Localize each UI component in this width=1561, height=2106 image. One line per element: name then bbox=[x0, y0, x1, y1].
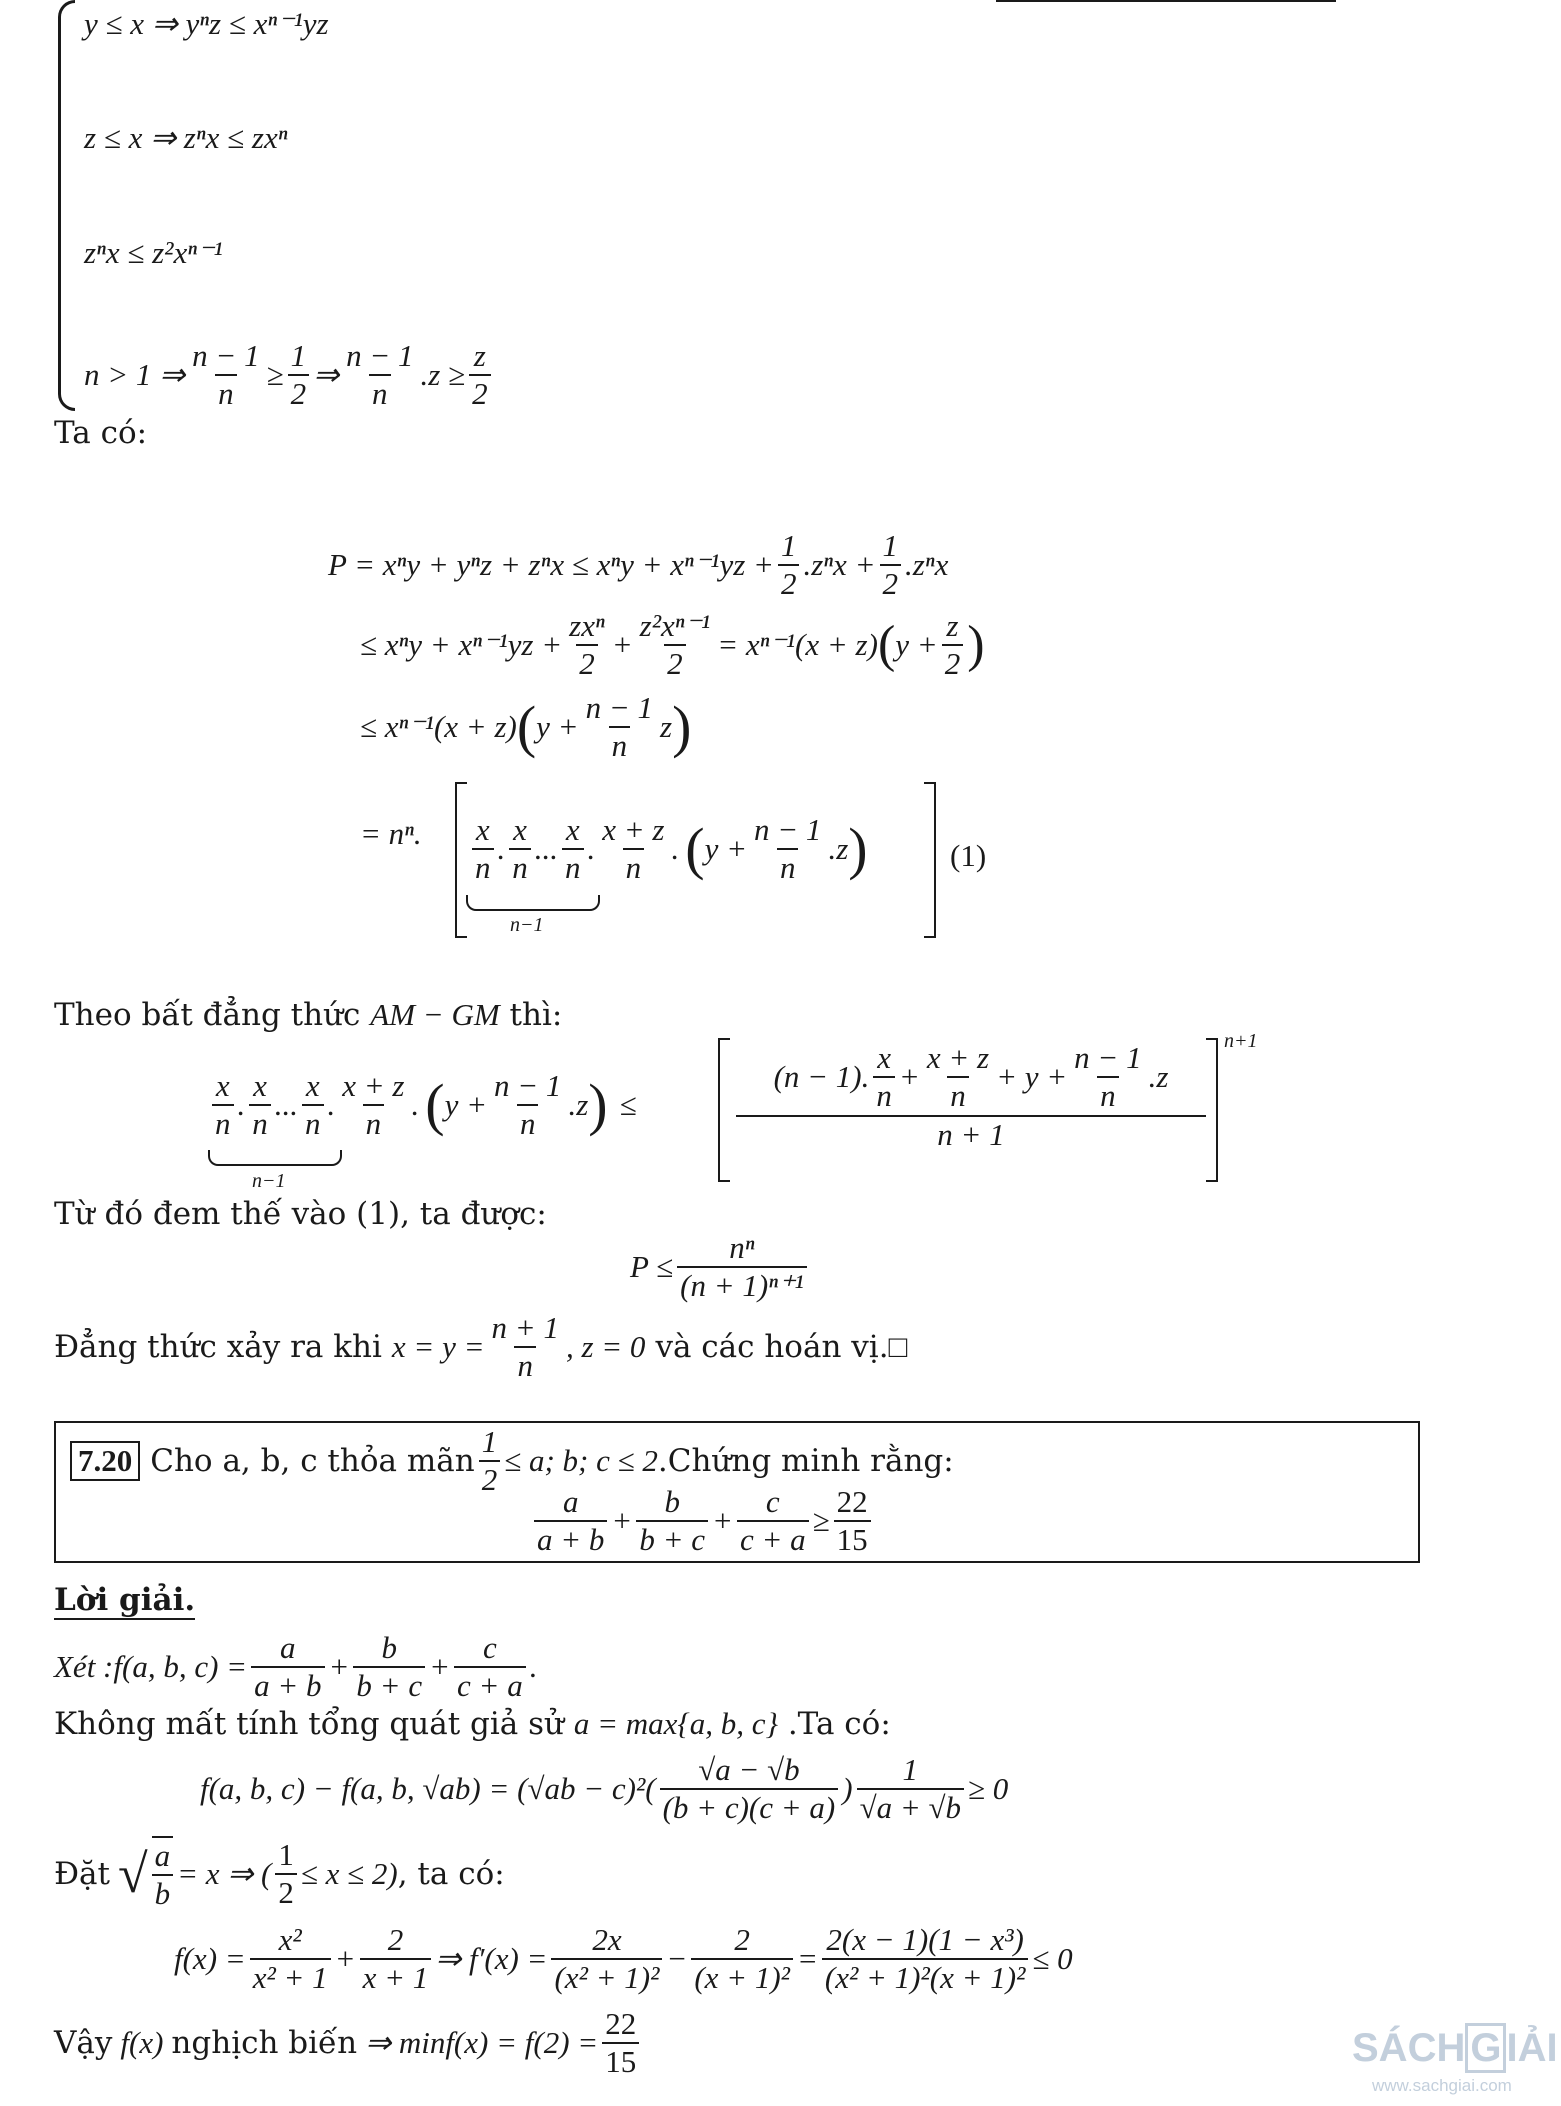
substitution-line: Đặt √ $\frac{a}{b}$ = x ⇒ ( $\frac{1}{2}$ ≤ x ≤ 2) , ta có: bbox=[54, 1837, 505, 1911]
underbrace bbox=[466, 895, 600, 911]
define-f: Xét :f(a, b, c) = $\frac{a}{a + b}$ + $\frac{b}{b + c}$ + $\frac{c}{c + a}$ . bbox=[54, 1630, 538, 1703]
amgm-lhs: $\frac{x}{n}$ . $\frac{x}{n}$ ... $\frac{x}{n}$ . $\frac{x + z}{n}$ . ( y + $\frac{n - 1}{n}$ .z ) ≤ bbox=[208, 1068, 637, 1141]
conclusion-line: Vậy f(x) nghịch biến ⇒ minf(x) = f(2) = $\frac{22}{15}$ bbox=[54, 2006, 643, 2079]
problem-statement: 7.20 Cho a, b, c thỏa mãn $\frac{1}{2}$ ≤ a; b; c ≤ 2 .Chứng minh rằng: bbox=[70, 1424, 954, 1497]
system-line-1: y ≤ x ⇒ yⁿz ≤ xⁿ⁻¹yz bbox=[84, 6, 329, 41]
derivation-row-2: ≤ xⁿy + xⁿ⁻¹yz + $\frac{\text{zxⁿ}}{2}$ + $\frac{\text{z²xⁿ⁻¹}}{2}$ = xⁿ⁻¹(x + z) ( y + $\frac{z}{2}$ ) bbox=[360, 608, 985, 681]
substitute-text: Từ đó đem thế vào (1), ta được: bbox=[54, 1196, 547, 1232]
big-bracket-left bbox=[455, 782, 467, 938]
watermark-logo: SÁCH G IẢI bbox=[1352, 2026, 1558, 2071]
underbrace-label: n−1 bbox=[510, 914, 544, 936]
wlog-line: Không mất tính tổng quát giả sử a = max{a, b, c} .Ta có: bbox=[54, 1706, 891, 1742]
derivation-row-1: P = xⁿy + yⁿz + zⁿx ≤ xⁿy + xⁿ⁻¹yz + $\frac{1}{2}$ .zⁿx + $\frac{1}{2}$ .zⁿx bbox=[328, 528, 949, 601]
solution-heading: Lời giải. bbox=[54, 1582, 196, 1618]
amgm-bracket-left bbox=[718, 1038, 730, 1182]
difference-inequality: f(a, b, c) − f(a, b, √ab) = (√ab − c)²( $\frac{√a - √b}{(b + c)(c + a)}$ ) $\frac{1}{√a + √b}$ ≥ 0 bbox=[200, 1752, 1009, 1825]
equation-tag-1: (1) bbox=[950, 838, 987, 873]
amgm-underbrace-label: n−1 bbox=[252, 1170, 286, 1192]
derivation-row-4: = nⁿ. bbox=[360, 816, 422, 851]
system-line-3: zⁿx ≤ z²xⁿ⁻¹ bbox=[84, 235, 223, 270]
amgm-intro: Theo bất đẳng thức AM − GM thì: bbox=[54, 997, 563, 1033]
equality-line: Đẳng thức xảy ra khi x = y = $\frac{n + 1}{n}$ , z = 0 và các hoán vị. □ bbox=[54, 1310, 908, 1383]
system-line-4: n > 1 ⇒ $\frac{n - 1}{n}$ ≥ $\frac{1}{2}$ ⇒ $\frac{n - 1}{n}$ .z ≥ $\frac{z}{2}$ bbox=[84, 338, 495, 411]
problem-inequality: $\frac{a}{a + b}$ + $\frac{b}{b + c}$ + $\frac{c}{c + a}$ ≥ $\frac{22}{15}$ bbox=[530, 1484, 875, 1557]
result-inequality: P ≤ $\frac{\text{nⁿ}}{\text{(n + 1)ⁿ⁺¹}}$ bbox=[630, 1230, 811, 1303]
derivation-row-3: ≤ xⁿ⁻¹(x + z) ( y + $\frac{n - 1}{n}$ z ) bbox=[360, 690, 692, 763]
problem-label: 7.20 bbox=[70, 1441, 140, 1481]
system-line-2: z ≤ x ⇒ zⁿx ≤ zxⁿ bbox=[84, 120, 288, 155]
ta-co-text: Ta có: bbox=[54, 415, 148, 451]
derivative-line: f(x) = $\frac{\text{x²}}{\text{x² + 1}}$ + $\frac{2}{x + 1}$ ⇒ f′(x) = $\frac{2x}{\text{(x² + 1)²}}$ − $\frac{2}{\text{(x + 1)²}}$ = $\frac{\text{2(x − 1)(1 − x³)}}{\text{(x² + 1)²(x + 1)²}}$ ≤ 0 bbox=[174, 1922, 1073, 1995]
amgm-rhs: (n − 1). $\frac{x}{n}$ + $\frac{x + z}{n}$ + y + $\frac{n - 1}{n}$ .z n + 1 bbox=[736, 1040, 1206, 1153]
amgm-exponent: n+1 bbox=[1224, 1030, 1258, 1052]
amgm-bracket-right bbox=[1206, 1038, 1218, 1182]
amgm-underbrace bbox=[208, 1150, 342, 1166]
system-brace bbox=[58, 0, 75, 411]
row4-products: $\frac{x}{n}$ . $\frac{x}{n}$ ... $\frac{x}{n}$ . $\frac{x + z}{n}$ . ( y + $\frac{n - 1}{n}$ .z ) bbox=[468, 812, 868, 885]
big-bracket-right bbox=[924, 782, 936, 938]
qed-icon: □ bbox=[888, 1328, 908, 1364]
watermark-url[interactable]: www.sachgiai.com bbox=[1372, 2076, 1512, 2095]
header-rule bbox=[996, 0, 1336, 2]
